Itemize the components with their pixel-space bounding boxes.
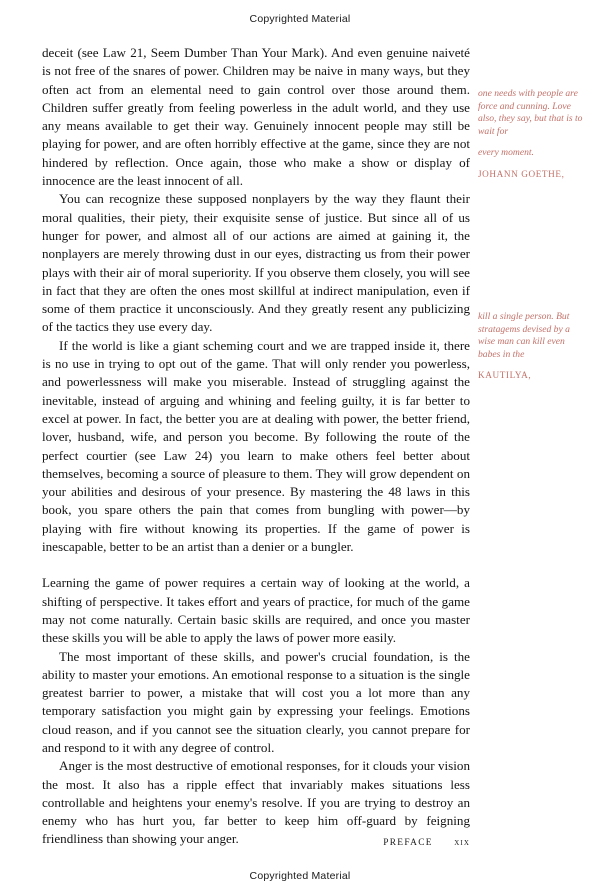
margin-note-top-text-continued: every moment. xyxy=(478,147,534,159)
running-footer xyxy=(42,838,470,848)
margin-note-top-attribution: JOHANN GOETHE, xyxy=(478,168,565,179)
page-number: xix xyxy=(454,838,470,848)
paragraph-4: Learning the game of power requires a certain way of looking at the world, a shifting of perspective. It takes effort and years of practice, for much of the game may not come naturally. Certain basic skills are required, and once you master these skills you will be able to apply the laws of power more easily. xyxy=(42,575,470,646)
margin-note-bottom-text: kill a single person. But stratagems devised by a wise man can kill even babes in the xyxy=(478,311,570,360)
paragraph-6: Anger is the most destructive of emotional responses, for it clouds your vision the most. It also has a ripple effect that invariably makes situations less controllable and heightens your enemy's resolve. If you are trying to destroy an enemy who has hurt you, far better to keep him off-guard by feigning friendliness than showing your anger. xyxy=(42,758,470,847)
running-foot-label: PREFACE xyxy=(383,838,433,848)
paragraph-2: You can recognize these supposed nonplayers by the way they flaunt their moral qualities, their piety, their exquisite sense of justice. But since all of us hunger for power, and almost all of our actions are aimed at gaining it, the nonplayers are merely throwing dust in our eyes, distracting us from their power plays with their air of moral superiority. If you observe them closely, you will see in fact that they are often the ones most skillful at indirect manipulation, even if some of them practice it unconsciously. And they greatly resent any publicizing of the tactics they use every day. xyxy=(42,191,470,335)
copyright-footer: Copyrighted Material xyxy=(249,870,351,882)
paragraph-3: If the world is like a giant scheming court and we are trapped inside it, there is no use in trying to opt out of the game. That will only render you powerless, and powerlessness will make you miserable. Instead of struggling against the inevitable, instead of arguing and whining and feeling guilty, it is far better to excel at power. In fact, the better you are at dealing with power, the better friend, lover, husband, wife, and person you become. By following the route of the perfect courtier (see Law 24) you learn to make others feel better about themselves, becoming a source of pleasure to them. They will grow dependent on your abilities and desirous of your presence. By mastering the 48 laws in this book, you spare others the pain that comes from bungling with power—by playing with fire without knowing its properties. If the game of power is inescapable, better to be an artist than a denier or a bungler. xyxy=(42,337,470,555)
paragraph-5: The most important of these skills, and power's crucial foundation, is the ability to master your emotions. An emotional response to a situation is the single greatest barrier to power, a mistake that will cost you a lot more than any temporary satisfaction you might gain by expressing your feelings. Emotions cloud reason, and if you cannot see the situation clearly, you cannot prepare for and respond to it with any degree of control. xyxy=(42,648,470,755)
paragraph-1: deceit (see Law 21, Seem Dumber Than Your Mark). And even genuine naiveté is not free of the snares of power. Children may be naive in many ways, but they often act from an elemental need to gain control over those around them. Children suffer greatly from feeling powerless in the adult world, and they use any means available to get their way. Genuinely innocent people may still be playing for power, and are often horribly effective at the game, since they are not hindered by reflection. Once again, those who make a show or display of innocence are the least innocent of all. xyxy=(42,45,470,189)
margin-note-bottom-attribution: KAUTILYA, xyxy=(478,370,532,381)
main-text-column xyxy=(42,44,470,849)
margin-note-bottom xyxy=(478,311,586,382)
margin-note-top-text: one needs with people are force and cunning. Love also, they say, but that is to wait for xyxy=(478,88,583,137)
copyright-header: Copyrighted Material xyxy=(249,13,351,25)
margin-note-top xyxy=(478,88,586,181)
